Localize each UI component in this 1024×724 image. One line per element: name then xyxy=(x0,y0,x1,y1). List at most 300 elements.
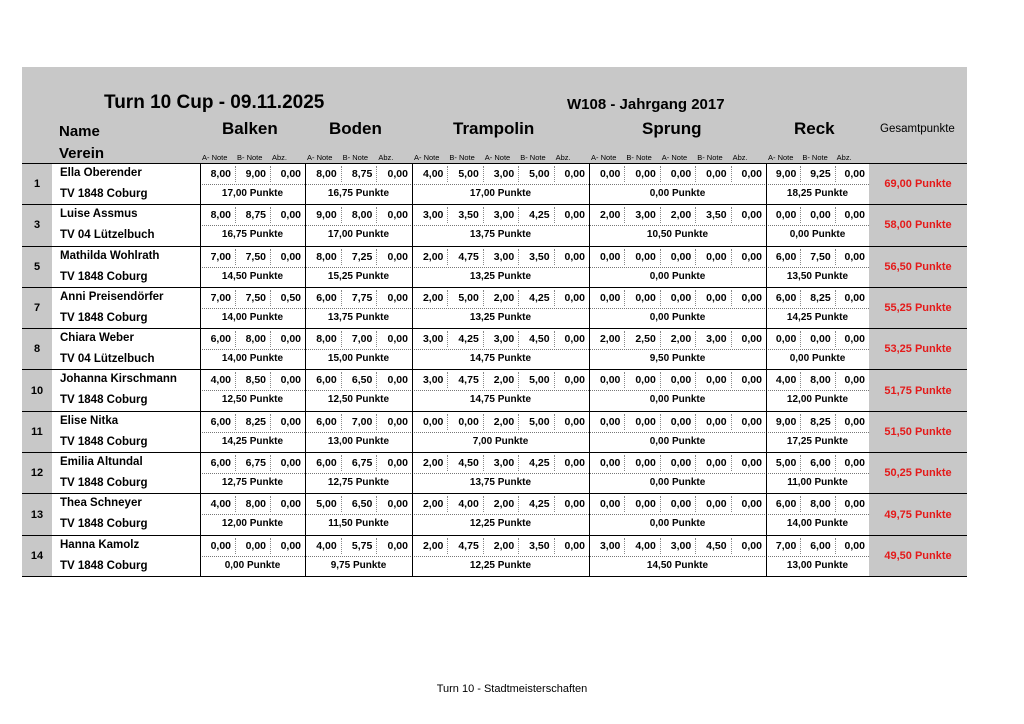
balken-score: 4,00 xyxy=(210,374,231,387)
sprung-score: 0,00 xyxy=(741,457,762,470)
sprung-score: 3,00 xyxy=(706,333,727,346)
sprung-score: 0,00 xyxy=(670,250,692,263)
sprung-subheading-b-note: B- Note xyxy=(626,153,652,162)
gymnast-name: Elise Nitka xyxy=(60,414,119,427)
row-divider xyxy=(200,556,869,558)
balken-score: 0,00 xyxy=(245,539,266,552)
sprung-score: 0,00 xyxy=(706,168,727,180)
trampolin-score: 3,00 xyxy=(422,209,444,222)
reck-subheading-b-note: B- Note xyxy=(802,153,828,162)
reck-score: 9,00 xyxy=(775,168,797,180)
gymnast-name: Anni Preisendörfer xyxy=(60,290,164,303)
reck-score: 0,00 xyxy=(775,209,797,222)
trampolin-score: 2,00 xyxy=(493,291,515,304)
reck-score: 0,00 xyxy=(844,168,865,180)
trampolin-score: 0,00 xyxy=(564,415,585,428)
trampolin-score: 2,00 xyxy=(493,374,515,387)
boden-score: 7,00 xyxy=(351,333,373,346)
reck-score: 6,00 xyxy=(775,291,797,304)
balken-subheading-a-note: A- Note xyxy=(202,153,228,162)
gymnast-name: Hanna Kamolz xyxy=(60,538,140,551)
table-row xyxy=(22,453,967,494)
trampolin-score: 0,00 xyxy=(564,374,585,387)
sprung-score: 3,00 xyxy=(635,209,656,222)
boden-score: 6,00 xyxy=(316,415,337,428)
boden-score: 0,00 xyxy=(387,168,408,180)
reck-score: 0,00 xyxy=(810,209,831,222)
balken-score: 8,00 xyxy=(245,333,266,346)
trampolin-score: 0,00 xyxy=(564,457,585,470)
boden-score: 6,00 xyxy=(316,374,337,387)
row-divider xyxy=(200,225,869,227)
total-points: 49,50 Punkte xyxy=(869,536,967,576)
sprung-score: 0,00 xyxy=(635,415,656,428)
boden-score: 0,00 xyxy=(387,333,408,346)
balken-score: 8,75 xyxy=(245,209,266,222)
trampolin-score: 0,00 xyxy=(458,415,479,428)
total-points: 58,00 Punkte xyxy=(869,205,967,245)
reck-subheading-abz: Abz. xyxy=(836,153,852,162)
reck-score: 0,00 xyxy=(844,291,865,304)
balken-points: 12,00 Punkte xyxy=(221,518,284,530)
trampolin-score: 2,00 xyxy=(422,457,444,470)
sprung-score: 0,00 xyxy=(670,168,692,180)
sprung-score: 0,00 xyxy=(741,291,762,304)
reck-score: 8,25 xyxy=(810,291,831,304)
sprung-score: 3,00 xyxy=(670,539,692,552)
gymnast-name: Luise Assmus xyxy=(60,208,138,221)
trampolin-score: 3,00 xyxy=(422,333,444,346)
sprung-score: 2,00 xyxy=(599,209,621,222)
sprung-score: 0,00 xyxy=(670,457,692,470)
sprung-score: 2,00 xyxy=(670,209,692,222)
sprung-points: 0,00 Punkte xyxy=(649,188,706,199)
results-header xyxy=(22,67,967,163)
gymnast-name: Emilia Altundal xyxy=(60,456,143,469)
reck-score: 0,00 xyxy=(844,333,865,346)
balken-points: 17,00 Punkte xyxy=(221,188,284,199)
trampolin-score: 3,50 xyxy=(458,209,479,222)
trampolin-score: 3,50 xyxy=(529,539,550,552)
apparatus-boden-heading: Boden xyxy=(329,119,382,138)
balken-score: 0,00 xyxy=(280,457,301,470)
trampolin-points: 7,00 Punkte xyxy=(472,435,529,447)
balken-score: 0,00 xyxy=(280,250,301,263)
boden-subheading-abz: Abz. xyxy=(378,153,394,162)
sprung-score: 0,00 xyxy=(635,168,656,180)
trampolin-subheading-a-note: A- Note xyxy=(484,153,511,162)
trampolin-score: 3,00 xyxy=(493,333,515,346)
row-divider xyxy=(200,473,869,475)
rank-cell: 5 xyxy=(22,247,52,287)
trampolin-score: 2,00 xyxy=(493,415,515,428)
sprung-points: 10,50 Punkte xyxy=(646,229,709,241)
balken-subheading-b-note: B- Note xyxy=(237,153,263,162)
trampolin-score: 3,00 xyxy=(422,374,444,387)
boden-score: 5,00 xyxy=(316,498,337,511)
trampolin-score: 0,00 xyxy=(564,250,585,263)
sprung-points: 0,00 Punkte xyxy=(649,518,706,530)
age-group-title: W108 - Jahrgang 2017 xyxy=(567,96,725,113)
club-name: TV 1848 Coburg xyxy=(60,559,148,572)
total-points: 55,25 Punkte xyxy=(869,288,967,328)
row-divider xyxy=(200,432,869,434)
balken-score: 0,00 xyxy=(280,168,301,180)
sprung-score: 0,00 xyxy=(599,498,621,511)
table-row xyxy=(22,494,967,535)
trampolin-score: 4,25 xyxy=(529,291,550,304)
reck-points: 0,00 Punkte xyxy=(789,353,846,365)
sprung-score: 0,00 xyxy=(741,539,762,552)
trampolin-score: 2,00 xyxy=(422,498,444,511)
reck-points: 12,00 Punkte xyxy=(786,394,849,406)
boden-score: 9,00 xyxy=(316,209,337,222)
rank-cell: 14 xyxy=(22,536,52,576)
trampolin-points: 17,00 Punkte xyxy=(469,188,532,199)
trampolin-score: 2,00 xyxy=(422,539,444,552)
balken-score: 0,00 xyxy=(280,415,301,428)
balken-score: 0,00 xyxy=(280,209,301,222)
reck-points: 13,00 Punkte xyxy=(786,559,849,571)
sprung-score: 0,00 xyxy=(741,168,762,180)
trampolin-score: 5,00 xyxy=(529,374,550,387)
sprung-score: 4,50 xyxy=(706,539,727,552)
trampolin-points: 13,75 Punkte xyxy=(469,229,532,241)
reck-points: 0,00 Punkte xyxy=(789,229,846,241)
balken-score: 6,00 xyxy=(210,457,231,470)
balken-score: 8,00 xyxy=(210,209,231,222)
trampolin-score: 0,00 xyxy=(564,498,585,511)
trampolin-score: 2,00 xyxy=(422,291,444,304)
boden-score: 0,00 xyxy=(387,498,408,511)
sprung-score: 0,00 xyxy=(741,498,762,511)
balken-subheading-abz: Abz. xyxy=(272,153,288,162)
sprung-score: 0,00 xyxy=(635,250,656,263)
trampolin-score: 4,50 xyxy=(529,333,550,346)
sprung-points: 0,00 Punkte xyxy=(649,311,706,323)
club-name: TV 1848 Coburg xyxy=(60,477,148,490)
trampolin-subheading-b-note: B- Note xyxy=(520,153,546,162)
sprung-subheading-a-note: A- Note xyxy=(661,153,688,162)
reck-score: 0,00 xyxy=(775,333,797,346)
reck-score: 7,00 xyxy=(775,539,797,552)
trampolin-score: 4,25 xyxy=(458,333,479,346)
rank-cell: 7 xyxy=(22,288,52,328)
boden-score: 6,75 xyxy=(351,457,373,470)
boden-score: 8,00 xyxy=(316,250,337,263)
club-name: TV 1848 Coburg xyxy=(60,270,148,283)
reck-score: 0,00 xyxy=(810,333,831,346)
total-points: 49,75 Punkte xyxy=(869,494,967,534)
reck-points: 11,00 Punkte xyxy=(787,477,848,489)
trampolin-score: 4,75 xyxy=(458,539,479,552)
balken-score: 0,00 xyxy=(280,498,301,511)
gymnast-name: Johanna Kirschmann xyxy=(60,373,177,386)
reck-score: 0,00 xyxy=(844,209,865,222)
page-footer: Turn 10 - Stadtmeisterschaften xyxy=(436,683,588,695)
boden-score: 7,00 xyxy=(351,415,373,428)
balken-points: 14,00 Punkte xyxy=(221,353,284,365)
table-row xyxy=(22,412,967,453)
trampolin-subheading-abz: Abz. xyxy=(555,153,571,162)
sprung-subheading-b-note: B- Note xyxy=(697,153,723,162)
trampolin-score: 5,00 xyxy=(458,168,479,180)
trampolin-score: 5,00 xyxy=(529,168,550,180)
reck-points: 13,50 Punkte xyxy=(786,270,849,282)
gymnast-name: Chiara Weber xyxy=(60,332,134,345)
club-name: TV 1848 Coburg xyxy=(60,394,148,407)
apparatus-sprung-heading: Sprung xyxy=(642,119,702,138)
sprung-score: 0,00 xyxy=(741,250,762,263)
balken-score: 6,00 xyxy=(210,415,231,428)
boden-points: 12,75 Punkte xyxy=(327,477,390,489)
rank-cell: 3 xyxy=(22,205,52,245)
sprung-score: 0,00 xyxy=(599,415,621,428)
trampolin-score: 0,00 xyxy=(564,291,585,304)
boden-score: 0,00 xyxy=(387,415,408,428)
trampolin-score: 0,00 xyxy=(564,168,585,180)
balken-score: 8,50 xyxy=(245,374,266,387)
trampolin-score: 2,00 xyxy=(493,498,515,511)
rank-cell: 10 xyxy=(22,370,52,410)
trampolin-points: 12,25 Punkte xyxy=(469,518,532,530)
boden-score: 0,00 xyxy=(387,457,408,470)
reck-score: 9,25 xyxy=(810,168,831,180)
balken-score: 4,00 xyxy=(210,498,231,511)
sprung-score: 0,00 xyxy=(599,291,621,304)
boden-points: 13,00 Punkte xyxy=(327,435,390,447)
boden-score: 6,00 xyxy=(316,291,337,304)
reck-points: 14,25 Punkte xyxy=(786,311,849,323)
sprung-score: 0,00 xyxy=(635,498,656,511)
balken-score: 0,50 xyxy=(280,291,301,304)
reck-score: 7,50 xyxy=(810,250,831,263)
sprung-score: 0,00 xyxy=(706,291,727,304)
trampolin-score: 4,75 xyxy=(458,374,479,387)
sprung-score: 0,00 xyxy=(599,250,621,263)
trampolin-score: 5,00 xyxy=(458,291,479,304)
sprung-score: 0,00 xyxy=(706,250,727,263)
balken-points: 16,75 Punkte xyxy=(221,229,284,241)
boden-score: 0,00 xyxy=(387,209,408,222)
rank-cell: 8 xyxy=(22,329,52,369)
boden-score: 7,75 xyxy=(351,291,373,304)
trampolin-score: 2,00 xyxy=(493,539,515,552)
boden-score: 0,00 xyxy=(387,291,408,304)
results-table xyxy=(22,163,967,577)
sprung-subheading-abz: Abz. xyxy=(732,153,748,162)
sprung-score: 0,00 xyxy=(670,415,692,428)
total-column-label: Gesamtpunkte xyxy=(880,123,955,135)
trampolin-score: 0,00 xyxy=(564,209,585,222)
sprung-points: 0,00 Punkte xyxy=(649,477,706,489)
reck-score: 6,00 xyxy=(775,498,797,511)
trampolin-score: 4,00 xyxy=(458,498,479,511)
sprung-points: 0,00 Punkte xyxy=(649,394,706,406)
trampolin-score: 3,50 xyxy=(529,250,550,263)
trampolin-points: 13,25 Punkte xyxy=(469,311,532,323)
boden-subheading-b-note: B- Note xyxy=(342,153,369,162)
reck-score: 8,25 xyxy=(810,415,831,428)
apparatus-trampolin-heading: Trampolin xyxy=(453,119,535,138)
total-points: 69,00 Punkte xyxy=(869,164,967,204)
boden-points: 16,75 Punkte xyxy=(327,188,390,199)
trampolin-score: 0,00 xyxy=(564,333,585,346)
trampolin-score: 2,00 xyxy=(422,250,444,263)
boden-points: 15,25 Punkte xyxy=(327,270,390,282)
boden-score: 0,00 xyxy=(387,374,408,387)
trampolin-subheading-a-note: A- Note xyxy=(414,153,440,162)
balken-score: 7,50 xyxy=(245,250,266,263)
sprung-score: 0,00 xyxy=(741,209,762,222)
reck-score: 0,00 xyxy=(844,498,865,511)
boden-points: 12,50 Punkte xyxy=(327,394,390,406)
trampolin-score: 0,00 xyxy=(422,415,444,428)
boden-score: 8,75 xyxy=(351,168,373,180)
apparatus-reck-heading: Reck xyxy=(794,119,835,138)
boden-points: 15,00 Punkte xyxy=(327,353,390,365)
club-name: TV 04 Lützelbuch xyxy=(60,353,155,366)
sprung-score: 0,00 xyxy=(635,374,656,387)
table-row xyxy=(22,329,967,370)
club-name: TV 1848 Coburg xyxy=(60,311,148,324)
reck-score: 0,00 xyxy=(844,250,865,263)
balken-score: 0,00 xyxy=(280,374,301,387)
name-column-label: Name xyxy=(59,123,100,140)
trampolin-score: 4,25 xyxy=(529,498,550,511)
balken-score: 8,00 xyxy=(210,168,231,180)
balken-score: 7,00 xyxy=(210,291,231,304)
balken-score: 0,00 xyxy=(280,333,301,346)
sprung-score: 2,50 xyxy=(635,333,656,346)
reck-points: 14,00 Punkte xyxy=(786,518,849,530)
trampolin-score: 4,50 xyxy=(458,457,479,470)
trampolin-score: 4,25 xyxy=(529,457,550,470)
balken-points: 0,00 Punkte xyxy=(224,559,281,571)
sprung-score: 0,00 xyxy=(706,415,727,428)
trampolin-score: 4,00 xyxy=(422,168,444,180)
balken-points: 14,00 Punkte xyxy=(221,311,284,323)
balken-score: 8,25 xyxy=(245,415,266,428)
sprung-score: 3,50 xyxy=(706,209,727,222)
sprung-score: 0,00 xyxy=(706,498,727,511)
sprung-score: 0,00 xyxy=(706,374,727,387)
rank-cell: 13 xyxy=(22,494,52,534)
balken-points: 14,25 Punkte xyxy=(221,435,284,447)
table-row xyxy=(22,288,967,329)
sprung-score: 0,00 xyxy=(706,457,727,470)
trampolin-score: 3,00 xyxy=(493,250,515,263)
club-name: TV 04 Lützelbuch xyxy=(60,229,155,242)
reck-score: 0,00 xyxy=(844,539,865,552)
sprung-score: 0,00 xyxy=(741,374,762,387)
boden-points: 13,75 Punkte xyxy=(327,311,390,323)
balken-score: 0,00 xyxy=(280,539,301,552)
club-column-label: Verein xyxy=(59,145,105,162)
trampolin-subheading-b-note: B- Note xyxy=(449,153,475,162)
sprung-score: 4,00 xyxy=(635,539,656,552)
trampolin-score: 5,00 xyxy=(529,415,550,428)
table-row xyxy=(22,205,967,246)
boden-score: 4,00 xyxy=(316,539,337,552)
boden-score: 7,25 xyxy=(351,250,373,263)
boden-points: 11,50 Punkte xyxy=(328,518,389,530)
row-divider xyxy=(200,349,869,351)
table-row xyxy=(22,164,967,205)
table-row xyxy=(22,247,967,288)
sprung-points: 0,00 Punkte xyxy=(649,270,706,282)
row-divider xyxy=(200,514,869,516)
sprung-score: 0,00 xyxy=(741,333,762,346)
row-divider xyxy=(200,184,869,186)
trampolin-score: 4,75 xyxy=(458,250,479,263)
boden-score: 6,50 xyxy=(351,498,373,511)
trampolin-score: 3,00 xyxy=(493,209,515,222)
sprung-score: 3,00 xyxy=(599,539,621,552)
sprung-score: 0,00 xyxy=(599,457,621,470)
reck-score: 0,00 xyxy=(844,374,865,387)
boden-score: 8,00 xyxy=(351,209,373,222)
sprung-points: 0,00 Punkte xyxy=(649,435,706,447)
sprung-score: 0,00 xyxy=(670,374,692,387)
boden-score: 6,50 xyxy=(351,374,373,387)
boden-score: 8,00 xyxy=(316,168,337,180)
reck-score: 5,00 xyxy=(775,457,797,470)
row-divider xyxy=(200,267,869,269)
sprung-score: 0,00 xyxy=(670,291,692,304)
reck-score: 9,00 xyxy=(775,415,797,428)
trampolin-points: 14,75 Punkte xyxy=(469,394,532,406)
boden-score: 5,75 xyxy=(351,539,373,552)
sprung-score: 2,00 xyxy=(670,333,692,346)
sprung-score: 2,00 xyxy=(599,333,621,346)
apparatus-balken-heading: Balken xyxy=(222,119,278,138)
sprung-score: 0,00 xyxy=(741,415,762,428)
table-row xyxy=(22,370,967,411)
reck-subheading-a-note: A- Note xyxy=(768,153,794,162)
trampolin-score: 0,00 xyxy=(564,539,585,552)
sprung-points: 9,50 Punkte xyxy=(649,353,706,365)
balken-score: 8,00 xyxy=(245,498,266,511)
sprung-subheading-a-note: A- Note xyxy=(591,153,617,162)
boden-score: 6,00 xyxy=(316,457,337,470)
reck-points: 18,25 Punkte xyxy=(786,188,849,199)
boden-points: 9,75 Punkte xyxy=(330,559,387,571)
trampolin-points: 14,75 Punkte xyxy=(469,353,532,365)
sprung-points: 14,50 Punkte xyxy=(646,559,709,571)
total-points: 53,25 Punkte xyxy=(869,329,967,369)
total-points: 50,25 Punkte xyxy=(869,453,967,493)
reck-score: 0,00 xyxy=(844,415,865,428)
total-points: 51,50 Punkte xyxy=(869,412,967,452)
balken-points: 12,50 Punkte xyxy=(221,394,284,406)
balken-points: 14,50 Punkte xyxy=(221,270,284,282)
trampolin-points: 12,25 Punkte xyxy=(469,559,532,571)
rank-cell: 1 xyxy=(22,164,52,204)
reck-points: 17,25 Punkte xyxy=(786,435,849,447)
balken-score: 9,00 xyxy=(245,168,266,180)
gymnast-name: Ella Oberender xyxy=(60,167,142,179)
sprung-score: 0,00 xyxy=(635,457,656,470)
trampolin-score: 3,00 xyxy=(493,457,515,470)
rank-cell: 12 xyxy=(22,453,52,493)
reck-score: 8,00 xyxy=(810,374,831,387)
trampolin-points: 13,25 Punkte xyxy=(469,270,532,282)
page-title: Turn 10 Cup - 09.11.2025 xyxy=(104,92,325,113)
boden-score: 8,00 xyxy=(316,333,337,346)
boden-points: 17,00 Punkte xyxy=(327,229,390,241)
balken-score: 7,50 xyxy=(245,291,266,304)
